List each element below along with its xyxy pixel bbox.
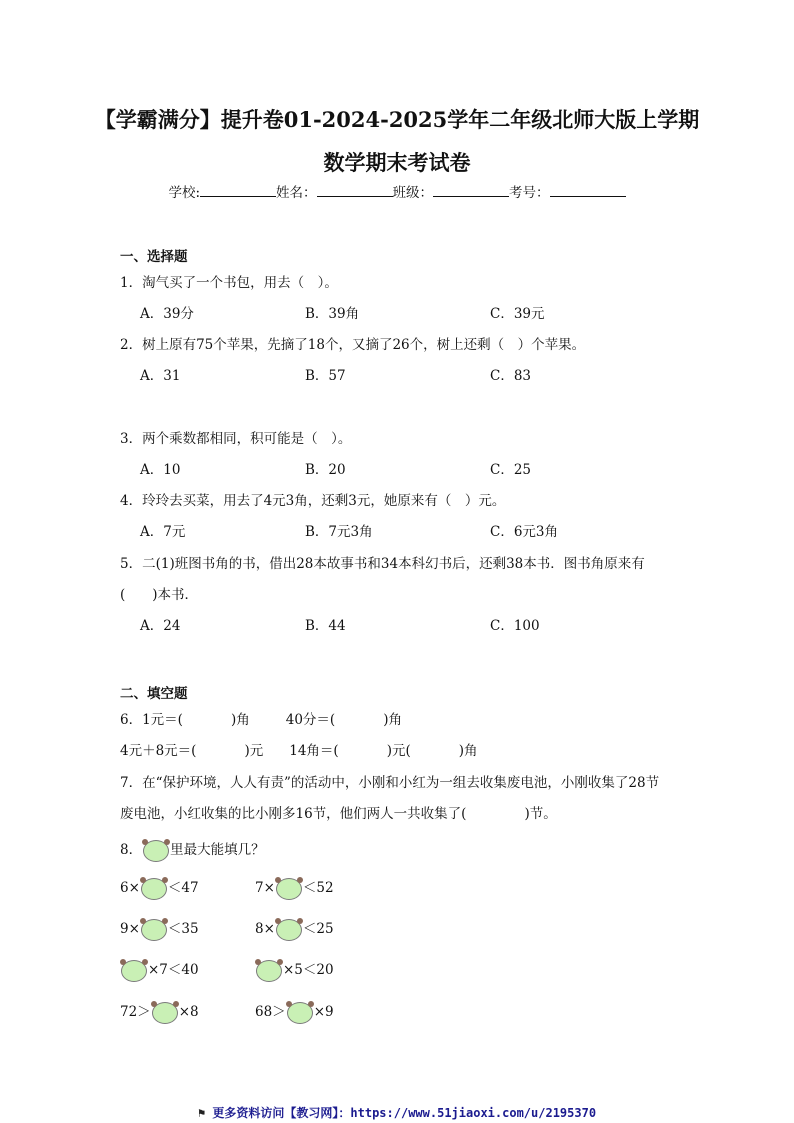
field-name-blank[interactable]: [317, 184, 393, 197]
q5-option-a: A．24: [140, 618, 181, 634]
q7-text: )节。: [524, 806, 557, 822]
inequality-5: ×7＜40: [120, 958, 199, 983]
question-2: 2．树上原有75个苹果，先摘了18个，又摘了26个，树上还剩（ ）个苹果。: [120, 337, 586, 353]
q2-option-b: B．57: [305, 368, 346, 384]
field-id-label: 考号：: [509, 185, 550, 201]
inequality-7: 72＞ ×8: [120, 1000, 199, 1025]
question-5: 5．二(1)班图书角的书，借出28本故事书和34本科幻书后，还剩38本书．图书角原来有: [120, 556, 645, 572]
q6-text: 14角＝(: [289, 743, 339, 759]
green-bubble-icon[interactable]: [275, 918, 303, 942]
q4-option-c: C．6元3角: [490, 524, 559, 540]
q6-text: )元(: [386, 743, 411, 759]
inequality-8: 68＞ ×9: [255, 1000, 334, 1025]
field-school-label: 学校:: [168, 185, 201, 201]
q8-text: 里最大能填几？: [170, 842, 265, 858]
q3-option-b: B．20: [305, 462, 346, 478]
green-bubble-icon[interactable]: [275, 877, 303, 901]
green-bubble-icon[interactable]: [140, 877, 168, 901]
q6-text: 40分＝(: [285, 712, 336, 728]
q2-option-c: C．83: [490, 368, 532, 384]
inequality-2: 7× ＜52: [255, 876, 334, 901]
question-1: 1．淘气买了一个书包，用去（ ）。: [120, 275, 338, 291]
green-bubble-icon: [142, 839, 170, 863]
question-8: [120, 838, 265, 863]
page-title: 【学霸满分】提升卷01-2024-2025学年二年级北师大版上学期: [94, 107, 700, 132]
flag-icon: ⚑: [197, 1106, 213, 1120]
inequality-4: 8× ＜25: [255, 917, 334, 942]
question-4: 4．玲玲去买菜，用去了4元3角，还剩3元，她原来有（ ）元。: [120, 493, 506, 509]
q6-text: )角: [230, 712, 250, 728]
field-class-label: 班级：: [392, 185, 434, 201]
question-7-cont: [120, 802, 557, 822]
field-class-blank[interactable]: [433, 184, 509, 197]
q3-option-c: C．25: [490, 462, 532, 478]
q4-option-b: B．7元3角: [305, 524, 373, 540]
q3-option-a: A．10: [140, 462, 181, 478]
question-6-line2: [120, 739, 478, 759]
q1-option-b: B．39角: [305, 306, 360, 322]
q5-option-c: C．100: [490, 618, 540, 634]
page-subtitle: 数学期末考试卷: [323, 150, 471, 175]
green-bubble-icon[interactable]: [140, 918, 168, 942]
footer-link[interactable]: [0, 1104, 794, 1121]
q1-option-c: C．39元: [490, 306, 545, 322]
green-bubble-icon[interactable]: [255, 959, 283, 983]
field-name-label: 姓名：: [276, 185, 317, 201]
question-3: 3．两个乘数都相同，积可能是（ ）。: [120, 431, 352, 447]
section-heading-fill: 二、填空题: [120, 686, 188, 702]
q1-option-a: A．39分: [140, 306, 194, 322]
green-bubble-icon[interactable]: [120, 959, 148, 983]
q6-text: )角: [383, 712, 402, 728]
question-5-cont: ( )本书．: [120, 587, 199, 603]
field-school-blank[interactable]: [200, 184, 276, 197]
inequality-6: ×5＜20: [255, 958, 334, 983]
inequality-1: 6× ＜47: [120, 876, 199, 901]
green-bubble-icon[interactable]: [151, 1001, 179, 1025]
green-bubble-icon[interactable]: [286, 1001, 314, 1025]
q7-text: 废电池，小红收集的比小刚多16节，他们两人一共收集了(: [120, 806, 467, 822]
q6-text: )元: [244, 743, 264, 759]
q5-option-b: B．44: [305, 618, 346, 634]
q8-number: 8．: [120, 842, 143, 858]
footer-text[interactable]: 更多资料访问【教习网】：https://www.51jiaoxi.com/u/2195370: [212, 1106, 597, 1120]
student-info: [0, 181, 794, 201]
q4-option-a: A．7元: [140, 524, 186, 540]
field-id-blank[interactable]: [550, 184, 626, 197]
q6-text: )角: [458, 743, 478, 759]
q6-text: 6．1元＝(: [120, 712, 183, 728]
q6-text: 4元＋8元＝(: [120, 743, 197, 759]
question-6-line1: [120, 708, 402, 728]
section-heading-choice: 一、选择题: [120, 249, 188, 265]
q2-option-a: A．31: [140, 368, 181, 384]
inequality-3: 9× ＜35: [120, 917, 199, 942]
question-7: 7．在“保护环境，人人有责”的活动中，小刚和小红为一组去收集废电池，小刚收集了28节: [120, 775, 660, 791]
